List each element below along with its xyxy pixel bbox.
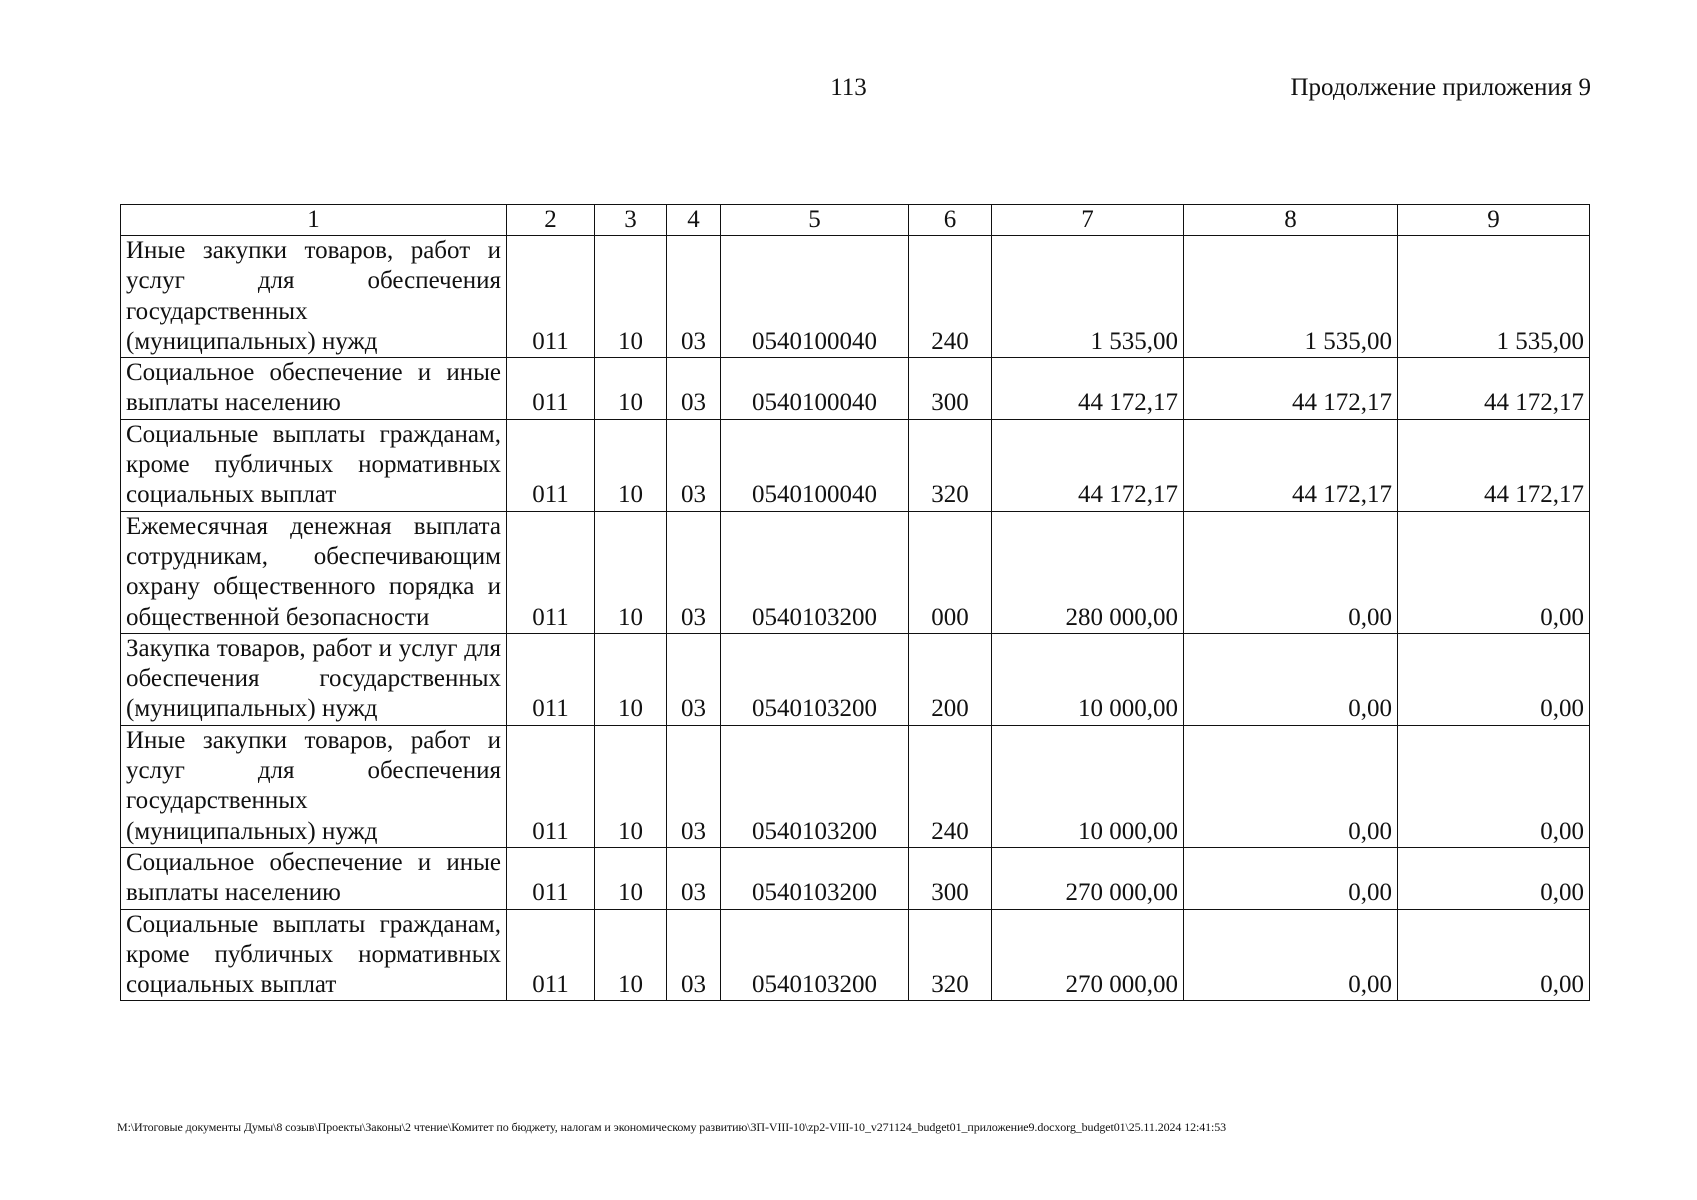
ministry-code: 011 [507, 633, 595, 725]
ministry-code: 011 [507, 419, 595, 511]
subsection-code: 03 [667, 847, 721, 909]
section-code: 10 [595, 633, 667, 725]
amount-col9: 0,00 [1398, 725, 1590, 847]
amount-col7: 270 000,00 [992, 909, 1184, 1001]
row-name: Социальные выплаты гражданам, кроме публичных нормативных социальных выплат [121, 909, 507, 1001]
section-code: 10 [595, 725, 667, 847]
target-article-code: 0540100040 [721, 358, 909, 420]
column-header-3: 3 [595, 205, 667, 236]
amount-col8: 44 172,17 [1184, 358, 1398, 420]
subsection-code: 03 [667, 358, 721, 420]
appendix-continuation-note: Продолжение приложения 9 [1290, 74, 1591, 101]
table-row [121, 633, 1590, 725]
column-header-8: 8 [1184, 205, 1398, 236]
subsection-code: 03 [667, 725, 721, 847]
amount-col9: 0,00 [1398, 511, 1590, 633]
column-header-2: 2 [507, 205, 595, 236]
row-name: Закупка товаров, работ и услуг для обеспечения государственных (муниципальных) нужд [121, 633, 507, 725]
document-file-path: M:\Итоговые документы Думы\8 созыв\Проекты\Законы\2 чтение\Комитет по бюджету, налогам и экономическому развитию\ЗП-VIII-10\zp2-VIII-10_v271124_budget01_приложение9.docxorg_budget01\25.11.2024 12:41:53 [117, 1120, 1227, 1134]
expense-type-code: 320 [909, 909, 992, 1001]
amount-col9: 0,00 [1398, 633, 1590, 725]
expense-type-code: 240 [909, 725, 992, 847]
table-row [121, 847, 1590, 909]
expense-type-code: 200 [909, 633, 992, 725]
row-name: Социальные выплаты гражданам, кроме публичных нормативных социальных выплат [121, 419, 507, 511]
column-header-9: 9 [1398, 205, 1590, 236]
subsection-code: 03 [667, 419, 721, 511]
column-number-row [121, 205, 1590, 236]
section-code: 10 [595, 511, 667, 633]
row-name: Иные закупки товаров, работ и услуг для обеспечения государственных (муниципальных) нужд [121, 725, 507, 847]
amount-col7: 10 000,00 [992, 633, 1184, 725]
ministry-code: 011 [507, 847, 595, 909]
column-header-6: 6 [909, 205, 992, 236]
target-article-code: 0540103200 [721, 511, 909, 633]
column-header-1: 1 [121, 205, 507, 236]
target-article-code: 0540100040 [721, 236, 909, 358]
row-name: Ежемесячная денежная выплата сотрудникам, обеспечивающим охрану общественного порядка и общественной безопасности [121, 511, 507, 633]
ministry-code: 011 [507, 511, 595, 633]
expense-type-code: 300 [909, 847, 992, 909]
amount-col8: 0,00 [1184, 725, 1398, 847]
table-row [121, 909, 1590, 1001]
table-row [121, 236, 1590, 358]
ministry-code: 011 [507, 236, 595, 358]
amount-col9: 0,00 [1398, 847, 1590, 909]
subsection-code: 03 [667, 633, 721, 725]
subsection-code: 03 [667, 236, 721, 358]
table-row [121, 358, 1590, 420]
amount-col9: 44 172,17 [1398, 358, 1590, 420]
page-number: 113 [830, 74, 867, 101]
amount-col7: 44 172,17 [992, 419, 1184, 511]
target-article-code: 0540103200 [721, 847, 909, 909]
column-header-7: 7 [992, 205, 1184, 236]
row-name: Социальное обеспечение и иные выплаты населению [121, 358, 507, 420]
subsection-code: 03 [667, 511, 721, 633]
amount-col8: 0,00 [1184, 909, 1398, 1001]
amount-col8: 0,00 [1184, 847, 1398, 909]
row-name: Иные закупки товаров, работ и услуг для обеспечения государственных (муниципальных) нужд [121, 236, 507, 358]
ministry-code: 011 [507, 358, 595, 420]
table-row [121, 511, 1590, 633]
target-article-code: 0540100040 [721, 419, 909, 511]
amount-col8: 1 535,00 [1184, 236, 1398, 358]
amount-col7: 280 000,00 [992, 511, 1184, 633]
amount-col8: 0,00 [1184, 511, 1398, 633]
amount-col8: 44 172,17 [1184, 419, 1398, 511]
column-header-4: 4 [667, 205, 721, 236]
table-row [121, 419, 1590, 511]
amount-col9: 44 172,17 [1398, 419, 1590, 511]
amount-col7: 44 172,17 [992, 358, 1184, 420]
amount-col7: 270 000,00 [992, 847, 1184, 909]
ministry-code: 011 [507, 909, 595, 1001]
section-code: 10 [595, 419, 667, 511]
table-row [121, 725, 1590, 847]
target-article-code: 0540103200 [721, 633, 909, 725]
expense-type-code: 000 [909, 511, 992, 633]
expense-type-code: 320 [909, 419, 992, 511]
amount-col9: 0,00 [1398, 909, 1590, 1001]
section-code: 10 [595, 236, 667, 358]
column-header-5: 5 [721, 205, 909, 236]
amount-col8: 0,00 [1184, 633, 1398, 725]
subsection-code: 03 [667, 909, 721, 1001]
row-name: Социальное обеспечение и иные выплаты населению [121, 847, 507, 909]
expense-type-code: 240 [909, 236, 992, 358]
ministry-code: 011 [507, 725, 595, 847]
target-article-code: 0540103200 [721, 909, 909, 1001]
amount-col9: 1 535,00 [1398, 236, 1590, 358]
target-article-code: 0540103200 [721, 725, 909, 847]
amount-col7: 10 000,00 [992, 725, 1184, 847]
section-code: 10 [595, 847, 667, 909]
amount-col7: 1 535,00 [992, 236, 1184, 358]
section-code: 10 [595, 909, 667, 1001]
section-code: 10 [595, 358, 667, 420]
budget-table [120, 204, 1590, 1001]
expense-type-code: 300 [909, 358, 992, 420]
